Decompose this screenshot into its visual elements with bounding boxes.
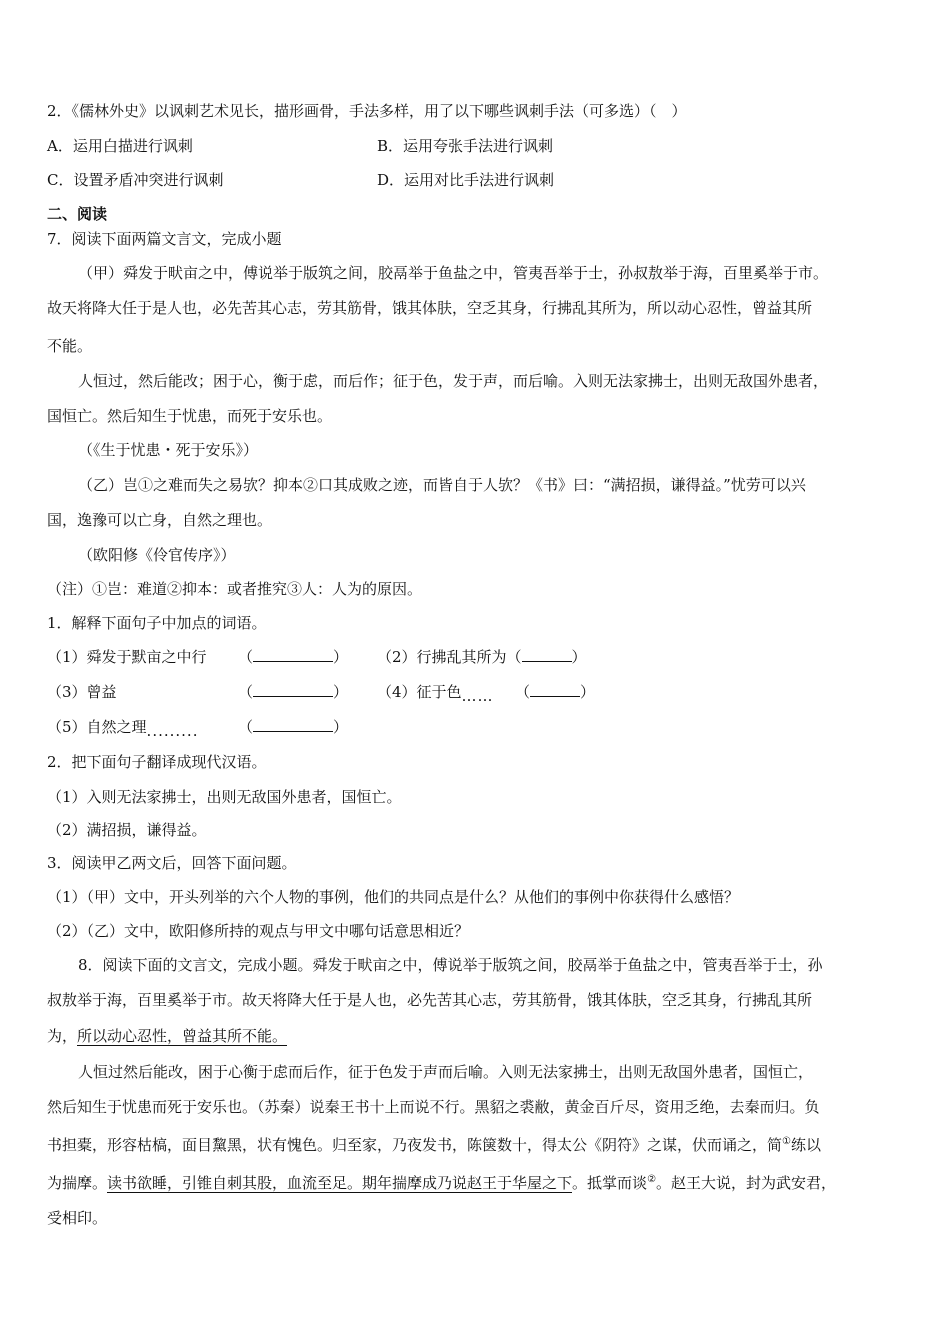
sub3-item-2: （2）（乙）文中，欧阳修所持的观点与甲文中哪句话意思相近？ [47,922,470,940]
q2-option-d: D．运用对比手法进行讽刺 [377,171,555,189]
answer-blank[interactable] [530,682,580,697]
q8-p2-line-4: 为揣摩。读书欲睡，引锥自刺其股，血流至足。期年揣摩成乃说赵王于华屋之下。抵掌而谈②。赵王大说，封为武安君， [47,1174,837,1192]
sub1-item-1 [47,647,207,667]
sub1-item-5-label: （5）自然之理 [47,718,147,736]
sub3-title: 3．阅读甲乙两文后，回答下面问题。 [47,854,297,872]
footnote-marker: ② [647,1174,657,1185]
sub1-item-4-answer[interactable]: （ ） [515,683,596,701]
sub1-item-5-answer[interactable]: （ ） [238,718,349,736]
yi-source: （欧阳修《伶官传序》） [78,546,236,564]
sub1-item-4-label: （4）征于色 [377,683,462,701]
q7-intro: 7．阅读下面两篇文言文，完成小题 [47,230,282,248]
answer-blank[interactable] [253,682,333,697]
jia-line-4: 人恒过，然后能改；困于心，衡于虑，而后作；征于色，发于声，而后喻。入则无法家拂士，出则无敌国外患者， [78,372,829,390]
yi-line-1: （乙）岂①之难而失之易欤？抑本②口其成败之迹，而皆自于人欤？《书》曰：“满招损，谦得益。”忧劳可以兴 [78,476,806,494]
q8-p2-line-2: 然后知生于忧患而死于安乐也。（苏秦）说秦王书十上而说不行。黑貂之裘敝，黄金百斤尽，资用乏绝，去秦而归。负 [47,1098,820,1116]
underlined-sentence: 。期年揣摩成乃说赵王于华屋之下 [347,1174,573,1192]
yi-line-2: 国，逸豫可以亡身，自然之理也。 [47,511,273,529]
underlined-sentence: 所以动心忍性，曾益其所不能。 [77,1027,288,1045]
emphasis-dots: ......... [146,722,199,740]
footnote-marker: ① [782,1136,791,1147]
sub1-item-2-label: （2）行拂乱其所为（ [377,648,522,666]
q2-option-c: C．设置矛盾冲突进行讽刺 [47,171,224,189]
sub1-item-4 [377,682,494,705]
sub1-item-3-answer[interactable]: （ ） [238,683,349,701]
annotation-note: （注）①岂：难道②抑本：或者推究③人：人为的原因。 [47,580,423,598]
jia-line-1: （甲）舜发于畎亩之中，傅说举于版筑之间，胶鬲举于鱼盐之中，管夷吾举于士，孙叔敖举于海，百里奚举于市。 [78,264,829,282]
sub2-title: 2．把下面句子翻译成现代汉语。 [47,753,267,771]
jia-line-5: 国恒亡。然后知生于忧患，而死于安乐也。 [47,407,333,425]
q2-option-b: B．运用夸张手法进行讽刺 [377,137,554,155]
sub2-item-2: （2）满招损，谦得益。 [47,821,207,839]
emphasis-dots: …… [461,687,494,705]
jia-line-3: 不能。 [47,337,93,355]
answer-blank[interactable] [253,647,333,662]
q8-p2-line-5: 受相印。 [47,1209,108,1227]
q2-stem: 2．《儒林外史》以讽刺艺术见长，描形画骨，手法多样，用了以下哪些讽刺手法（可多选）（ ） [47,102,687,120]
sub1-item-3-label: （3）曾益 [47,683,117,701]
sub1-title: 1．解释下面句子中加点的词语。 [47,614,267,632]
underlined-sentence: 读书欲睡，引锥自刺其股，血流至足 [107,1174,348,1192]
jia-source: （《生于忧患・死于安乐》） [78,441,259,459]
sub3-item-1: （1）（甲）文中，开头列举的六个人物的事例，他们的共同点是什么？从他们的事例中你获得什么感悟？ [47,888,740,906]
sub2-item-1: （1）入则无法家拂士，出则无敌国外患者，国恒亡。 [47,788,402,806]
answer-blank[interactable] [253,717,333,732]
q8-p2-line-3: 书担橐，形容枯槁，面目黧黑，状有愧色。归至家，乃夜发书，陈箧数十，得太公《阴符》之谋，伏而诵之，简①练以 [47,1136,821,1154]
q8-line-2: 叔敖举于海，百里奚举于市。故天将降大任于是人也，必先苦其心志，劳其筋骨，饿其体肤，空乏其身，行拂乱其所 [47,991,813,1009]
jia-line-2: 故天将降大任于是人也，必先苦其心志，劳其筋骨，饿其体肤，空乏其身，行拂乱其所为，所以动心忍性，曾益其所 [47,299,813,317]
q8-line-3: 为，所以动心忍性，曾益其所不能。 [47,1027,288,1045]
answer-blank[interactable] [522,647,572,662]
q8-p2-line-1: 人恒过然后能改，困于心衡于虑而后作，征于色发于声而后喻。入则无法家拂士，出则无敌国外患者，国恒亡， [78,1063,814,1081]
sub1-item-1-answer[interactable]: （ ） [238,648,349,666]
q8-line-1: 8．阅读下面的文言文，完成小题。舜发于畎亩之中，傅说举于版筑之间，胶鬲举于鱼盐之中，管夷吾举于士，孙 [78,956,823,974]
sub1-item-1-label: （1）舜发于默亩之中行 [47,648,207,666]
section-title: 二、阅读 [47,205,108,223]
q2-option-a: A．运用白描进行讽刺 [47,137,193,155]
sub1-item-2[interactable]: （2）行拂乱其所为（ ） [377,648,587,666]
sub1-item-5 [47,717,199,740]
sub1-item-3 [47,682,117,702]
